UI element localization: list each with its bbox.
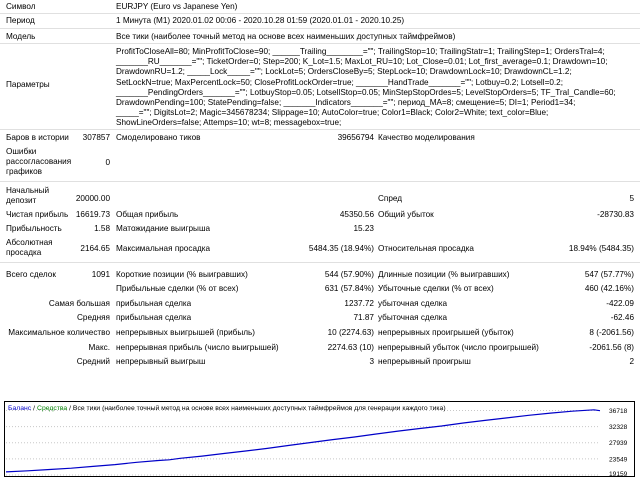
largest-label: Самая большая [48, 299, 110, 308]
expected-value: 15.23 [353, 224, 374, 233]
max-cons-profit-label: непрерывная прибыль (число выигрышей) [116, 343, 279, 352]
profit-trades-label: Прибыльные сделки (% от всех) [116, 284, 239, 293]
y-tick-label: 27939 [609, 440, 628, 448]
long-label: Длинные позиции (% выигравших) [378, 270, 510, 279]
ticks-label: Смоделировано тиков [116, 133, 201, 142]
long-value: 547 (57.77%) [584, 270, 634, 279]
rel-dd-label: Относительная просадка [378, 244, 474, 253]
chart-legend: Баланс / Средства / Все тики (наиболее точный метод на основе всех наименьших доступных таймфреймов для генерации каждого тика) [8, 405, 446, 412]
divider [0, 43, 640, 44]
bars-value: 307857 [82, 133, 110, 142]
params-row [0, 47, 640, 129]
model-value: Все тики (наиболее точный метод на основе всех наименьших доступных таймфреймов) [116, 32, 456, 41]
max-cons-wins-value: 10 (2274.63) [327, 328, 374, 337]
gross-profit-value: 45350.56 [339, 210, 374, 219]
max-cons-loss-label: непрерывный убыток (число проигрышей) [378, 343, 539, 352]
expected-label: Матожидание выигрыша [116, 224, 211, 233]
chart-frame [5, 402, 635, 477]
divider [0, 13, 640, 14]
divider [0, 181, 640, 182]
max-cons-wins-label: непрерывных выигрышей (прибыль) [116, 328, 256, 337]
gross-loss-value: -28730.83 [597, 210, 634, 219]
legend-balance: Баланс [8, 405, 32, 412]
rel-dd-value: 18.94% (5484.35) [568, 244, 634, 253]
average-label: Средняя [76, 313, 110, 322]
legend-desc: / Все тики (наиболее точный метод на основе всех наименьших доступных таймфреймов для генерации каждого тика) [69, 405, 446, 412]
max-count-label: Максимальное количество [8, 328, 110, 337]
max-cons-losses-value: 8 (-2061.56) [589, 328, 634, 337]
avg-cons-row [0, 357, 640, 368]
params-line: _______RU_______=""; TicketOrder=0; Step=200; K_Lot=1.5; MaxLot_RU=10; Lot_Close=0.01; Lot_first_average=0.1; Drawdown=10; [116, 57, 608, 67]
pf-value: 1.58 [94, 224, 110, 233]
total-row [0, 270, 640, 281]
profit-trades-row [0, 284, 640, 295]
max-count-row [0, 328, 640, 339]
average-loss-value: -62.46 [610, 313, 634, 322]
average-loss-label: убыточная сделка [378, 313, 448, 322]
period-row [0, 16, 640, 27]
largest-loss-label: убыточная сделка [378, 299, 448, 308]
net-value: 16619.73 [75, 210, 110, 219]
avg-cons-losses-label: непрерывный проигрыш [378, 357, 471, 366]
params-text [116, 47, 626, 129]
period-value: 1 Минута (M1) 2020.01.02 00:06 - 2020.10.28 01:59 (2020.01.01 - 2020.10.25) [116, 16, 405, 25]
divider [0, 28, 640, 29]
avg2-label: Средний [76, 357, 110, 366]
total-value: 1091 [91, 270, 110, 279]
model-row [0, 32, 640, 43]
average-profit-value: 71.87 [353, 313, 374, 322]
params-line: _____=""; DigitsLot=2; Magic=345678234; Slippage=10; AutoColor=true; Color1=Black; Color2=White; text_color=Blue; [116, 108, 549, 118]
y-tick-label: 32328 [609, 424, 628, 432]
gross-profit-label: Общая прибыль [116, 210, 179, 219]
max-cons-losses-label: непрерывных проигрышей (убыток) [378, 328, 514, 337]
pf-row [0, 224, 640, 235]
short-label: Короткие позиции (% выигравших) [116, 270, 248, 279]
dd-row [0, 238, 640, 260]
ticks-value: 39656794 [337, 133, 374, 142]
total-label: Всего сделок [6, 270, 56, 279]
net-row [0, 210, 640, 221]
bars-row [0, 133, 640, 144]
largest-profit-value: 1237.72 [344, 299, 374, 308]
largest-row [0, 299, 640, 310]
net-label: Чистая прибыль [6, 210, 69, 219]
spread-label: Спред [378, 194, 403, 203]
quality-label: Качество моделирования [378, 133, 475, 142]
params-line: _______PendingOrders_______=""; LotbuyStop=0.05; LotsellStop=0.05; MinStepStopOrdes=5; LevelStopOrders=5; TF_Tral_Candle=60; [116, 87, 616, 97]
max-dd-value: 5484.35 (18.94%) [308, 244, 374, 253]
average-row [0, 313, 640, 324]
max-cons-profit-value: 2274.63 (10) [327, 343, 374, 352]
balance-chart [4, 401, 635, 477]
params-line: ProfitToCloseAll=80; MinProfitToClose=90; ______Trailing________=""; TrailingStop=10; TrailingStatr=1; TrailingStep=1; OrdersTral=4; [116, 47, 605, 56]
y-tick-label: 19159 [609, 471, 628, 477]
errors-row [0, 147, 640, 177]
period-label: Период [6, 16, 35, 25]
spread-value: 5 [629, 194, 634, 203]
params-line: ShowLineOrders=false; Attemps=10; wt=8; messagebox=true; [116, 118, 342, 128]
loss-trades-value: 460 (42.16%) [584, 284, 634, 293]
deposit-row [0, 186, 640, 208]
gross-loss-label: Общий убыток [378, 210, 434, 219]
avg-cons-wins-label: непрерывный выигрыш [116, 357, 206, 366]
symbol-value: EURJPY (Euro vs Japanese Yen) [116, 2, 238, 11]
short-value: 544 (57.90%) [324, 270, 374, 279]
y-tick-label: 23549 [609, 456, 628, 464]
largest-loss-value: -422.09 [606, 299, 634, 308]
pf-label: Прибыльность [6, 224, 62, 233]
y-tick-label: 36718 [609, 407, 628, 415]
errors-value: 0 [105, 158, 110, 167]
legend-equity: Средства [37, 405, 68, 412]
divider [0, 262, 640, 263]
divider [0, 129, 640, 130]
avg-cons-losses-value: 2 [629, 357, 634, 366]
balance-chart-svg [4, 401, 635, 477]
params-line: DrawdownPending=100; StatePending=false; _______Indicators_______=""; период_MA=8; смещение=5; DI=1; Period1=34; [116, 98, 576, 108]
bars-label: Баров в истории [6, 133, 69, 142]
deposit-value: 20000.00 [75, 194, 110, 203]
symbol-row [0, 2, 640, 13]
largest-profit-label: прибыльная сделка [116, 299, 192, 308]
params-line: SetLockN=true; MaxPercentLock=50; CloseProfitLockOrder=true; _______HandTrade_______=""; Lotbuy=0.2; Lotsell=0.2; [116, 77, 564, 87]
profit-trades-value: 631 (57.84%) [324, 284, 374, 293]
avg-cons-wins-value: 3 [369, 357, 374, 366]
abs-dd-label: Абсолютная просадка [6, 238, 53, 257]
loss-trades-label: Убыточные сделки (% от всех) [378, 284, 494, 293]
max-label: Макс. [88, 343, 110, 352]
abs-dd-value: 2164.65 [80, 244, 110, 253]
average-profit-label: прибыльная сделка [116, 313, 192, 322]
max-cons-loss-value: -2061.56 (8) [589, 343, 634, 352]
max-dd-label: Максимальная просадка [116, 244, 211, 253]
errors-label: Ошибки рассогласования графиков [6, 147, 72, 176]
model-label: Модель [6, 32, 36, 41]
params-line: DrawdownRU=1.2; _____Lock_____=""; LockLot=5; OrdersCloseBy=5; StepLock=10; DrawdownLock=10; DrawdownCL=1.2; [116, 67, 572, 77]
symbol-label: Символ [6, 2, 36, 11]
deposit-label: Начальный депозит [6, 186, 50, 205]
max-row [0, 343, 640, 354]
params-label: Параметры [6, 80, 50, 89]
